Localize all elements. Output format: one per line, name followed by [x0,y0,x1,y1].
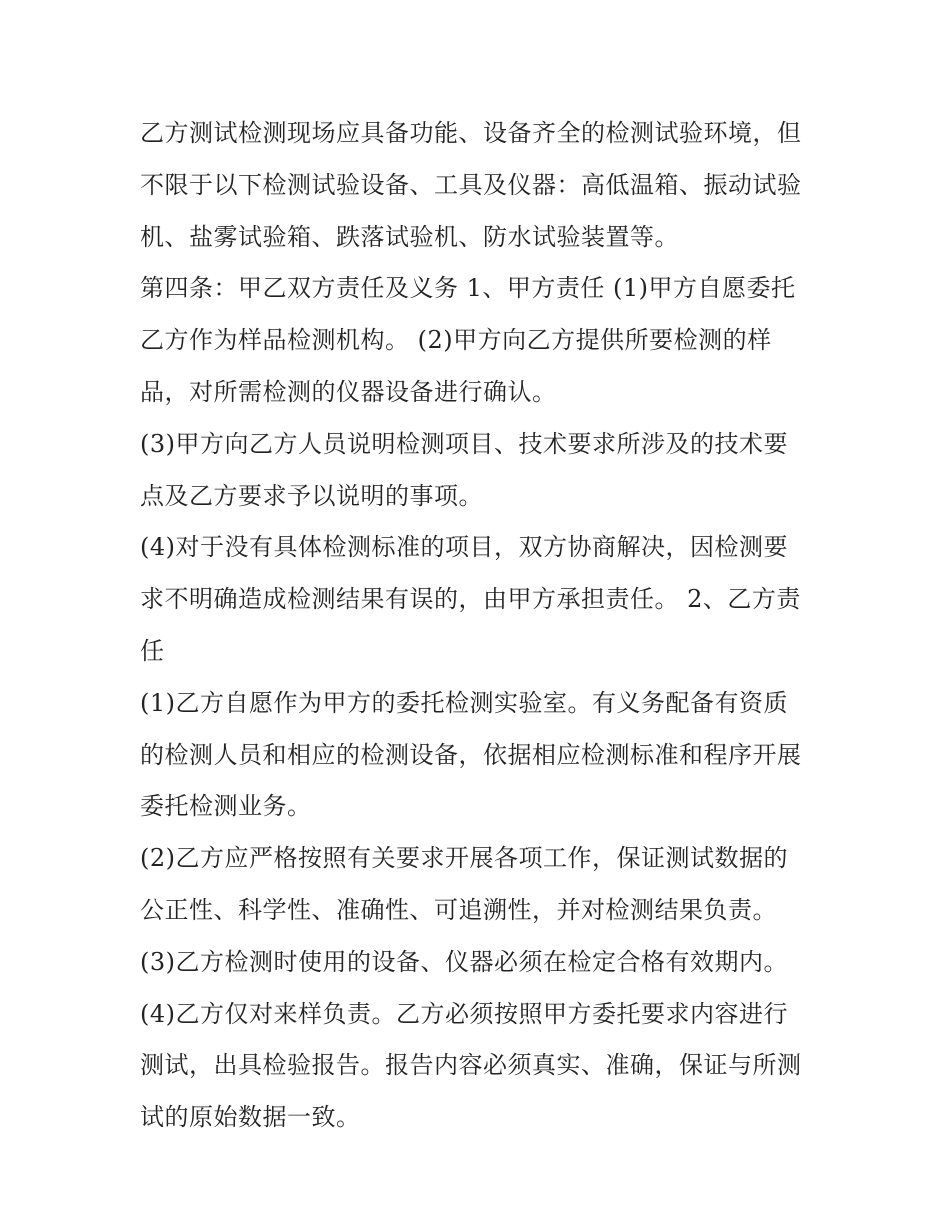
text-line: (4)乙方仅对来样负责。乙方必须按照甲方委托要求内容进行 [140,999,788,1028]
text-line: 机、盐雾试验箱、跌落试验机、防水试验装置等。 [140,222,679,251]
text-line: 不限于以下检测试验设备、工具及仪器：高低温箱、振动试验 [140,170,802,199]
text-line: 乙方作为样品检测机构。 (2)甲方向乙方提供所要检测的样 [140,326,772,355]
text-line: 测试，出具检验报告。报告内容必须真实、准确，保证与所测 [140,1051,802,1080]
text-line: 乙方测试检测现场应具备功能、设备齐全的检测试验环境，但 [140,119,802,147]
text-line: 品，对所需检测的仪器设备进行确认。 [140,377,557,406]
text-line: 的检测人员和相应的检测设备，依据相应检测标准和程序开展 [140,740,802,769]
text-line: 点及乙方要求予以说明的事项。 [140,481,483,510]
text-line: 求不明确造成检测结果有误的，由甲方承担责任。 2、乙方责 [140,585,801,614]
text-line: 第四条：甲乙双方责任及义务 1、甲方责任 (1)甲方自愿委托 [140,274,796,303]
document-body [140,108,820,1144]
text-line: (2)乙方应严格按照有关要求开展各项工作，保证测试数据的 [140,844,788,873]
text-line: (3)甲方向乙方人员说明检测项目、技术要求所涉及的技术要 [140,429,788,458]
text-line: (4)对于没有具体检测标准的项目，双方协商解决，因检测要 [140,533,788,562]
text-line: 试的原始数据一致。 [140,1103,361,1132]
text-line: (3)乙方检测时使用的设备、仪器必须在检定合格有效期内。 [140,947,788,976]
text-line: 公正性、科学性、准确性、可追溯性，并对检测结果负责。 [140,895,777,924]
text-line: 委托检测业务。 [140,792,312,821]
text-line: 任 [140,636,165,665]
text-line: (1)乙方自愿作为甲方的委托检测实验室。有义务配备有资质 [140,688,788,717]
